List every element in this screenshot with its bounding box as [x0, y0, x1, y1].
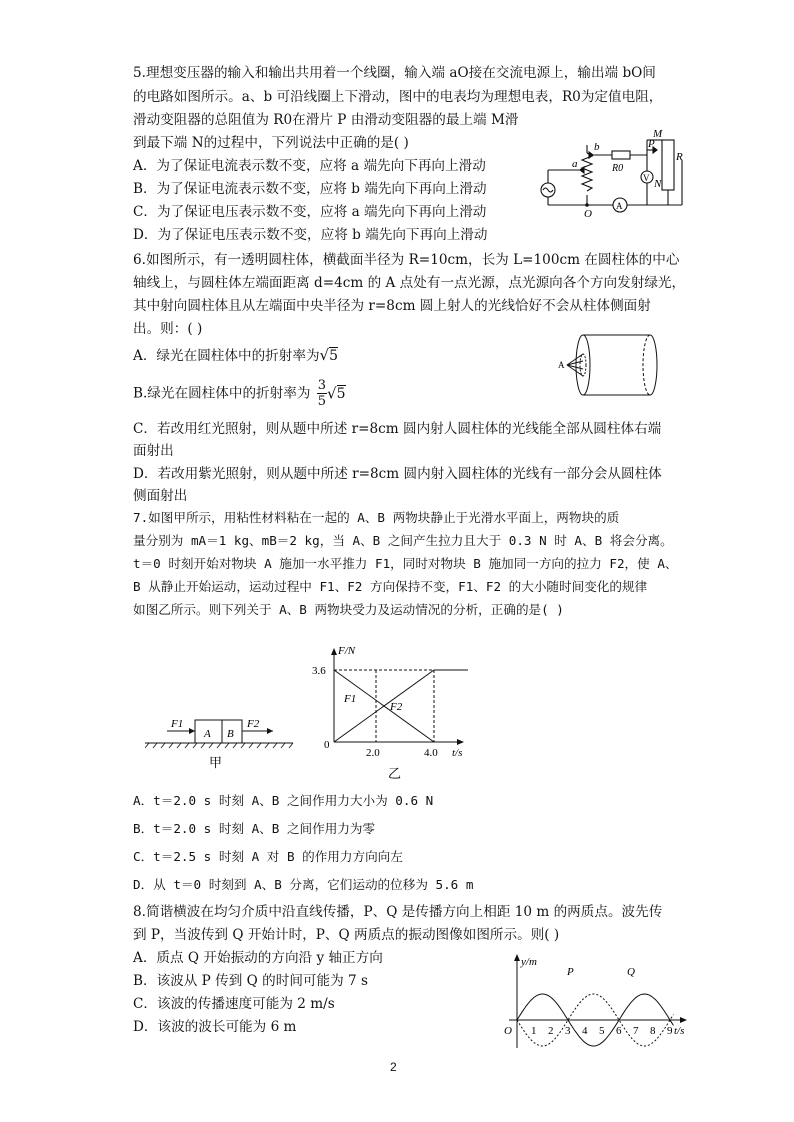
q8-ylabel: y/m: [521, 956, 537, 968]
q7-yi-f1-label: F1: [344, 693, 357, 705]
q7-line-4: B 从静止开始运动，运动过程中 F1、F2 方向保持不变，F1、F2 的大小随时间变化的规律: [133, 579, 648, 594]
q5-label-v: V: [643, 173, 650, 183]
q8-line-1: 8.简谐横波在均匀介质中沿直线传播，P、Q 是传播方向上相距 10 m 的两质点。波先传: [133, 904, 663, 920]
q6-line-2: 轴线上，与圆柱体左端面距离 d=4cm 的 A 点处有一点光源，点光源向各个方向发射绿光，: [133, 275, 686, 291]
q5-option-a: A．为了保证电流表示数不变，应将 a 端先向下再向上滑动: [133, 158, 486, 174]
q5-label-p: P: [648, 138, 655, 150]
q8-xlabel: t/s: [674, 1025, 685, 1037]
q7-option-d: D．从 t＝0 时刻到 A、B 分离，它们运动的位移为 5.6 m: [133, 877, 474, 892]
q5-option-c: C．为了保证电压表示数不变，应将 a 端先向下再向上滑动: [133, 204, 487, 220]
q6-option-a-radicand: 5: [329, 348, 339, 364]
q7-line-3: t＝0 时刻开始对物块 A 施加一水平推力 F1，同时对物块 B 施加同一方向的拉力 F2，使 A、: [133, 556, 678, 571]
q5-transformer-circuit-figure: [532, 125, 697, 220]
q7-fig-jia: [145, 690, 295, 780]
q8-tick-6: 6: [616, 1025, 622, 1037]
q7-fig-yi-force-graph: [308, 640, 478, 780]
q7-yi-y-tick-36: 3.6: [312, 665, 326, 677]
q6-option-a-text: A．绿光在圆柱体中的折射率为: [133, 348, 320, 364]
q8-tick-8: 8: [650, 1025, 656, 1037]
q8-line-2: 到 P，当波传到 Q 开始计时，P、Q 两质点的振动图像如图所示。则( ): [133, 927, 560, 943]
q8-tick-labels: [531, 1025, 673, 1037]
q6-option-d-line-2: 侧面射出: [133, 488, 188, 504]
q7-jia-b: B: [227, 728, 234, 740]
q7-yi-x-tick-2: 2.0: [366, 747, 380, 759]
q5-label-m: M: [653, 128, 663, 140]
q5-label-r0: R0: [612, 163, 624, 174]
q7-option-b: B．t＝2.0 s 时刻 A、B 之间作用力为零: [133, 821, 376, 836]
q8-origin: O: [504, 1025, 512, 1037]
q8-tick-3: 3: [565, 1025, 571, 1037]
q8-tick-4: 4: [582, 1025, 588, 1037]
q5-label-o: O: [584, 208, 592, 220]
q5-label-a: a: [572, 158, 578, 170]
q6-line-4: 出。则：( ): [133, 321, 203, 337]
q6-option-b-fraction: [317, 378, 327, 409]
q5-line-2: 的电路如图所示。a、b 可沿线圈上下滑动，图中的电表均为理想电表，R0为定值电阻，: [133, 89, 663, 105]
q8-label-p: P: [567, 966, 574, 978]
q6-option-d-line-1: D．若改用紫光照射，则从题中所述 r=8cm 圆内射入圆柱体的光线有一部分会从圆柱体: [133, 466, 662, 482]
q6-option-c-line-2: 面射出: [133, 443, 174, 459]
q5-line-4: 到最下端 N的过程中，下列说法中正确的是( ): [133, 135, 409, 151]
q7-yi-x-tick-4: 4.0: [424, 747, 438, 759]
q6-line-1: 6.如图所示，有一透明圆柱体，横截面半径为 R=10cm，长为 L=100cm 在圆柱体的中心: [133, 252, 680, 268]
q8-option-b: B．该波从 P 传到 Q 的时间可能为 7 s: [133, 973, 368, 989]
sqrt-symbol: √: [327, 384, 337, 403]
q7-option-c: C．t＝2.5 s 时刻 A 对 B 的作用力方向向左: [133, 849, 403, 864]
q8-tick-5: 5: [599, 1025, 605, 1037]
q7-jia-f2: F2: [247, 718, 260, 730]
q7-yi-caption: 乙: [388, 766, 402, 780]
q7-yi-f2-label: F2: [390, 701, 403, 713]
q5-label-b: b: [594, 141, 600, 153]
q8-vibration-graph: [495, 950, 695, 1050]
q5-line-1: 5.理想变压器的输入和输出共用着一个线圈，输入端 aO接在交流电源上，输出端 bO间: [133, 65, 656, 81]
q6-line-3: 其中射向圆柱体且从左端面中央半径为 r=8cm 圆上射人的光线恰好不会从柱体侧面射: [133, 298, 651, 314]
q8-tick-9: 9: [667, 1025, 673, 1037]
q7-jia-f1: F1: [171, 718, 184, 730]
q7-yi-origin: 0: [324, 739, 330, 751]
q8-tick-2: 2: [548, 1025, 554, 1037]
q8-label-q: Q: [627, 966, 635, 978]
q5-option-b: B．为了保证电流表示数不变，应将 b 端先向下再向上滑动: [133, 181, 487, 197]
q7-line-2: 量分别为 mA＝1 kg、mB＝2 kg，当 A、B 之间产生拉力且大于 0.3 N 时 A、B 将会分离。: [133, 533, 673, 548]
q8-option-a: A．质点 Q 开始振动的方向沿 y 轴正方向: [133, 950, 383, 966]
q8-tick-1: 1: [531, 1025, 537, 1037]
q6-cylinder-figure: [555, 328, 665, 403]
q7-jia-caption: 甲: [209, 755, 223, 770]
q7-option-a: A．t＝2.0 s 时刻 A、B 之间作用力大小为 0.6 N: [133, 793, 434, 808]
q5-option-d: D．为了保证电压表示数不变，应将 b 端先向下再向上滑动: [133, 227, 488, 243]
q6-option-b-denominator: 5: [317, 394, 327, 409]
q6-option-c-line-1: C．若改用红光照射，则从题中所述 r=8cm 圆内射人圆柱体的光线能全部从圆柱体右端: [133, 421, 662, 437]
q5-label-r: R: [676, 151, 683, 163]
q5-label-ammeter: A: [616, 201, 623, 211]
q6-option-b-numerator: 3: [317, 378, 327, 393]
q7-yi-ylabel: F/N: [338, 645, 356, 657]
q7-line-1: 7.如图甲所示，用粘性材料粘在一起的 A、B 两物块静止于光滑水平面上，两物块的质: [133, 510, 620, 525]
q6-option-b-text: B.绿光在圆柱体中的折射率为: [133, 385, 311, 402]
q6-label-a: A: [558, 360, 565, 370]
page-number: 2: [390, 1060, 397, 1074]
q7-jia-a: A: [204, 728, 211, 740]
q8-tick-7: 7: [633, 1025, 639, 1037]
sqrt-symbol: √: [319, 346, 330, 364]
q5-label-n: N: [654, 178, 662, 190]
q6-option-b-radicand: 5: [336, 385, 346, 402]
q7-yi-xlabel: t/s: [452, 747, 463, 759]
q5-line-3: 滑动变阻器的总阻值为 R0在滑片 P 由滑动变阻器的最上端 M滑: [133, 112, 519, 128]
q7-line-5: 如图乙所示。则下列关于 A、B 两物块受力及运动情况的分析，正确的是( ): [133, 602, 564, 617]
q8-option-d: D．该波的波长可能为 6 m: [133, 1019, 297, 1035]
q8-option-c: C．该波的传播速度可能为 2 m/s: [133, 996, 335, 1012]
